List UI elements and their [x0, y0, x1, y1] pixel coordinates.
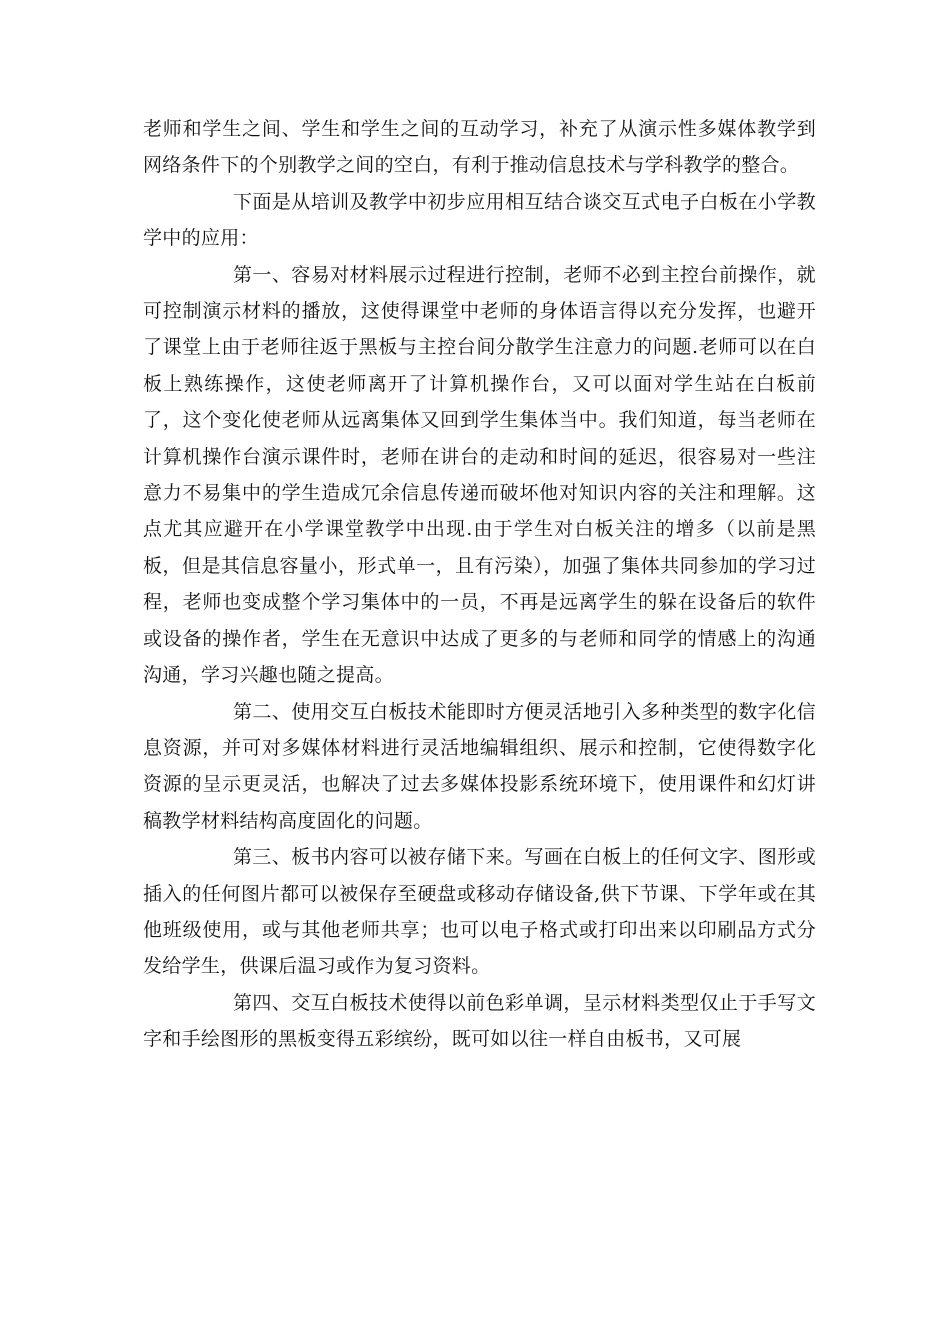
paragraph-point-four: 第四、交互白板技术使得以前色彩单调，呈示材料类型仅止于手写文字和手绘图形的黑板变得五彩缤纷，既可如以往一样自由板书，又可展 — [143, 991, 816, 1051]
paragraph-point-one: 第一、容易对材料展示过程进行控制，老师不必到主控台前操作，就可控制演示材料的播放，这使得课堂中老师的身体语言得以充分发挥，也避开了课堂上由于老师往返于黑板与主控台间分散学生注意力的问题.老师可以在白板上熟练操作，这使老师离开了计算机操作台，又可以面对学生站在白板前了，这个变化使老师从远离集体又回到学生集体当中。我们知道，每当老师在计算机操作台演示课件时，老师在讲台的走动和时间的延迟，很容易对一些注意力不易集中的学生造成冗余信息传递而破坏他对知识内容的关注和理解。这点尤其应避开在小学课堂教学中出现.由于学生对白板关注的增多（以前是黑板，但是其信息容量小，形式单一，且有污染），加强了集体共同参加的学习过程，老师也变成整个学习集体中的一员，不再是远离学生的躲在设备后的软件或设备的操作者，学生在无意识中达成了更多的与老师和同学的情感上的沟通沟通，学习兴趣也随之提高。 — [143, 263, 816, 687]
body-text — [143, 111, 816, 1058]
paragraph-intro: 下面是从培训及教学中初步应用相互结合谈交互式电子白板在小学教学中的应用： — [143, 190, 816, 250]
paragraph-point-three: 第三、板书内容可以被存储下来。写画在白板上的任何文字、图形或插入的任何图片都可以被保存至硬盘或移动存储设备,供下节课、下学年或在其他班级使用，或与其他老师共享；也可以电子格式或打印出来以印刷品方式分发给学生，供课后温习或作为复习资料。 — [143, 846, 816, 978]
paragraph-point-two: 第二、使用交互白板技术能即时方便灵活地引入多种类型的数字化信息资源，并可对多媒体材料进行灵活地编辑组织、展示和控制，它使得数字化资源的呈示更灵活，也解决了过去多媒体投影系统环境下，使用课件和幻灯讲稿教学材料结构高度固化的问题。 — [143, 700, 816, 832]
paragraph-continuation: 老师和学生之间、学生和学生之间的互动学习，补充了从演示性多媒体教学到网络条件下的个别教学之间的空白，有利于推动信息技术与学科教学的整合。 — [143, 118, 816, 177]
